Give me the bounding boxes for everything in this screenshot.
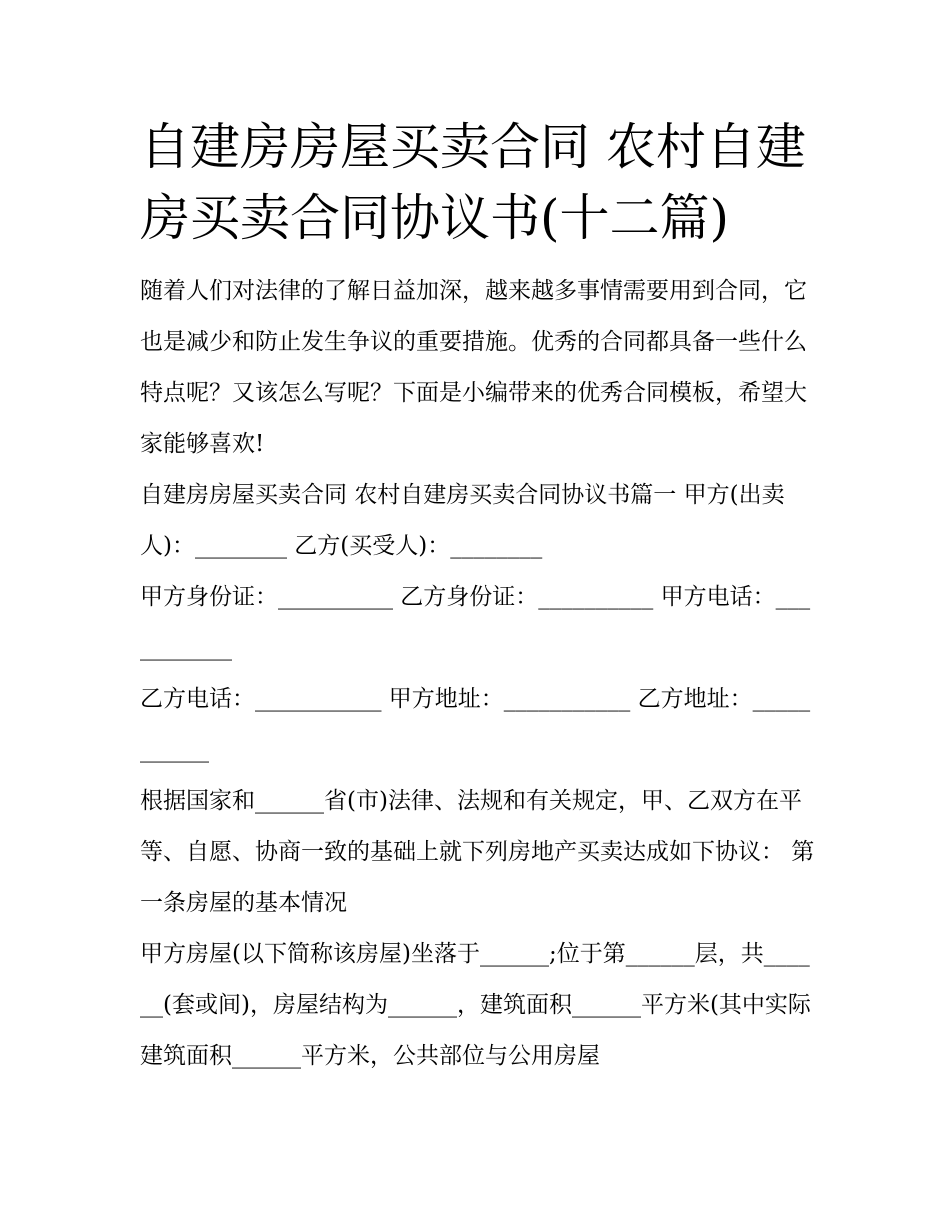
parties-paragraph: 自建房房屋买卖合同 农村自建房买卖合同协议书篇一 甲方(出卖人)：________ 乙方(买受人)：________: [140, 482, 785, 559]
document-title: 自建房房屋买卖合同 农村自建房买卖合同协议书(十二篇): [140, 118, 806, 247]
document-body: [140, 266, 820, 1082]
agreement-basis-paragraph: 根据国家和______省(市)法律、法规和有关规定，甲、乙双方在平等、自愿、协商一致的基础上就下列房地产买卖达成如下协议： 第一条房屋的基本情况: [140, 788, 815, 916]
house-info-paragraph: 甲方房屋(以下简称该房屋)坐落于______;位于第______层，共______(套或间)，房屋结构为______，建筑面积______平方米(其中实际建筑面积______平方米，公共部位与公用房屋: [140, 941, 811, 1069]
document-page: [140, 112, 820, 1082]
id-phone-paragraph: 甲方身份证：__________ 乙方身份证：__________ 甲方电话：___________: [140, 584, 811, 661]
phone-address-paragraph: 乙方电话：___________ 甲方地址：___________ 乙方地址：___________: [140, 686, 811, 763]
intro-paragraph: 随着人们对法律的了解日益加深，越来越多事情需要用到合同，它也是减少和防止发生争议的重要措施。优秀的合同都具备一些什么特点呢？又该怎么写呢？下面是小编带来的优秀合同模板，希望大家能够喜欢!: [140, 278, 807, 457]
